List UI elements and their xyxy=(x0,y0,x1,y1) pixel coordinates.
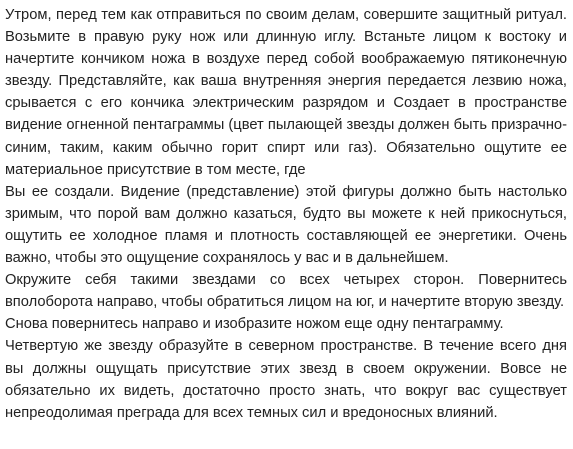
paragraph-visualization: Вы ее создали. Видение (представление) этой фигуры должно быть настолько зримым, что порой вам должно казаться, будто вы можете к ней прикоснуться, ощутить ее холодное пламя и плотность составляющей ее энергетики. Очень важно, чтобы это ощущение сохранялось у вас и в дальнейшем. xyxy=(5,183,567,267)
paragraph-third-star: Снова повернитесь направо и изобразите ножом еще одну пентаграмму. xyxy=(5,316,504,333)
paragraph-four-stars: Окружите себя такими звездами со всех четырех сторон. Повернитесь вполоборота направо, чтобы обратиться лицом на юг, и начертите вторую звезду. xyxy=(5,272,567,311)
paragraph-ritual-intro: Утром, перед тем как отправиться по своим делам, совершите защитный ритуал. Возьмите в правую руку нож или длинную иглу. Встаньте лицом к востоку и начертите кончиком ножа в воздухе перед собой воображаемую пятиконечную звезду. Представляйте, как ваша внутренняя энергия передается лезвию ножа, срывается с его кончика электрическим разрядом и Создает в пространстве видение огненной пентаграммы (цвет пылающей звезды должен быть призрачно-синим, таким, каким обычно горит спирт или газ). Обязательно ощутите ее материальное присутствие в том месте, где xyxy=(5,7,567,178)
paragraph-fourth-star: Четвертую же звезду образуйте в северном пространстве. В течение всего дня вы должны ощущать присутствие этих звезд в своем окружении. Вовсе не обязательно их видеть, достаточно просто знать, что вокруг вас существует непреодолимая преграда для всех темных сил и вредоносных влияний. xyxy=(5,338,567,421)
